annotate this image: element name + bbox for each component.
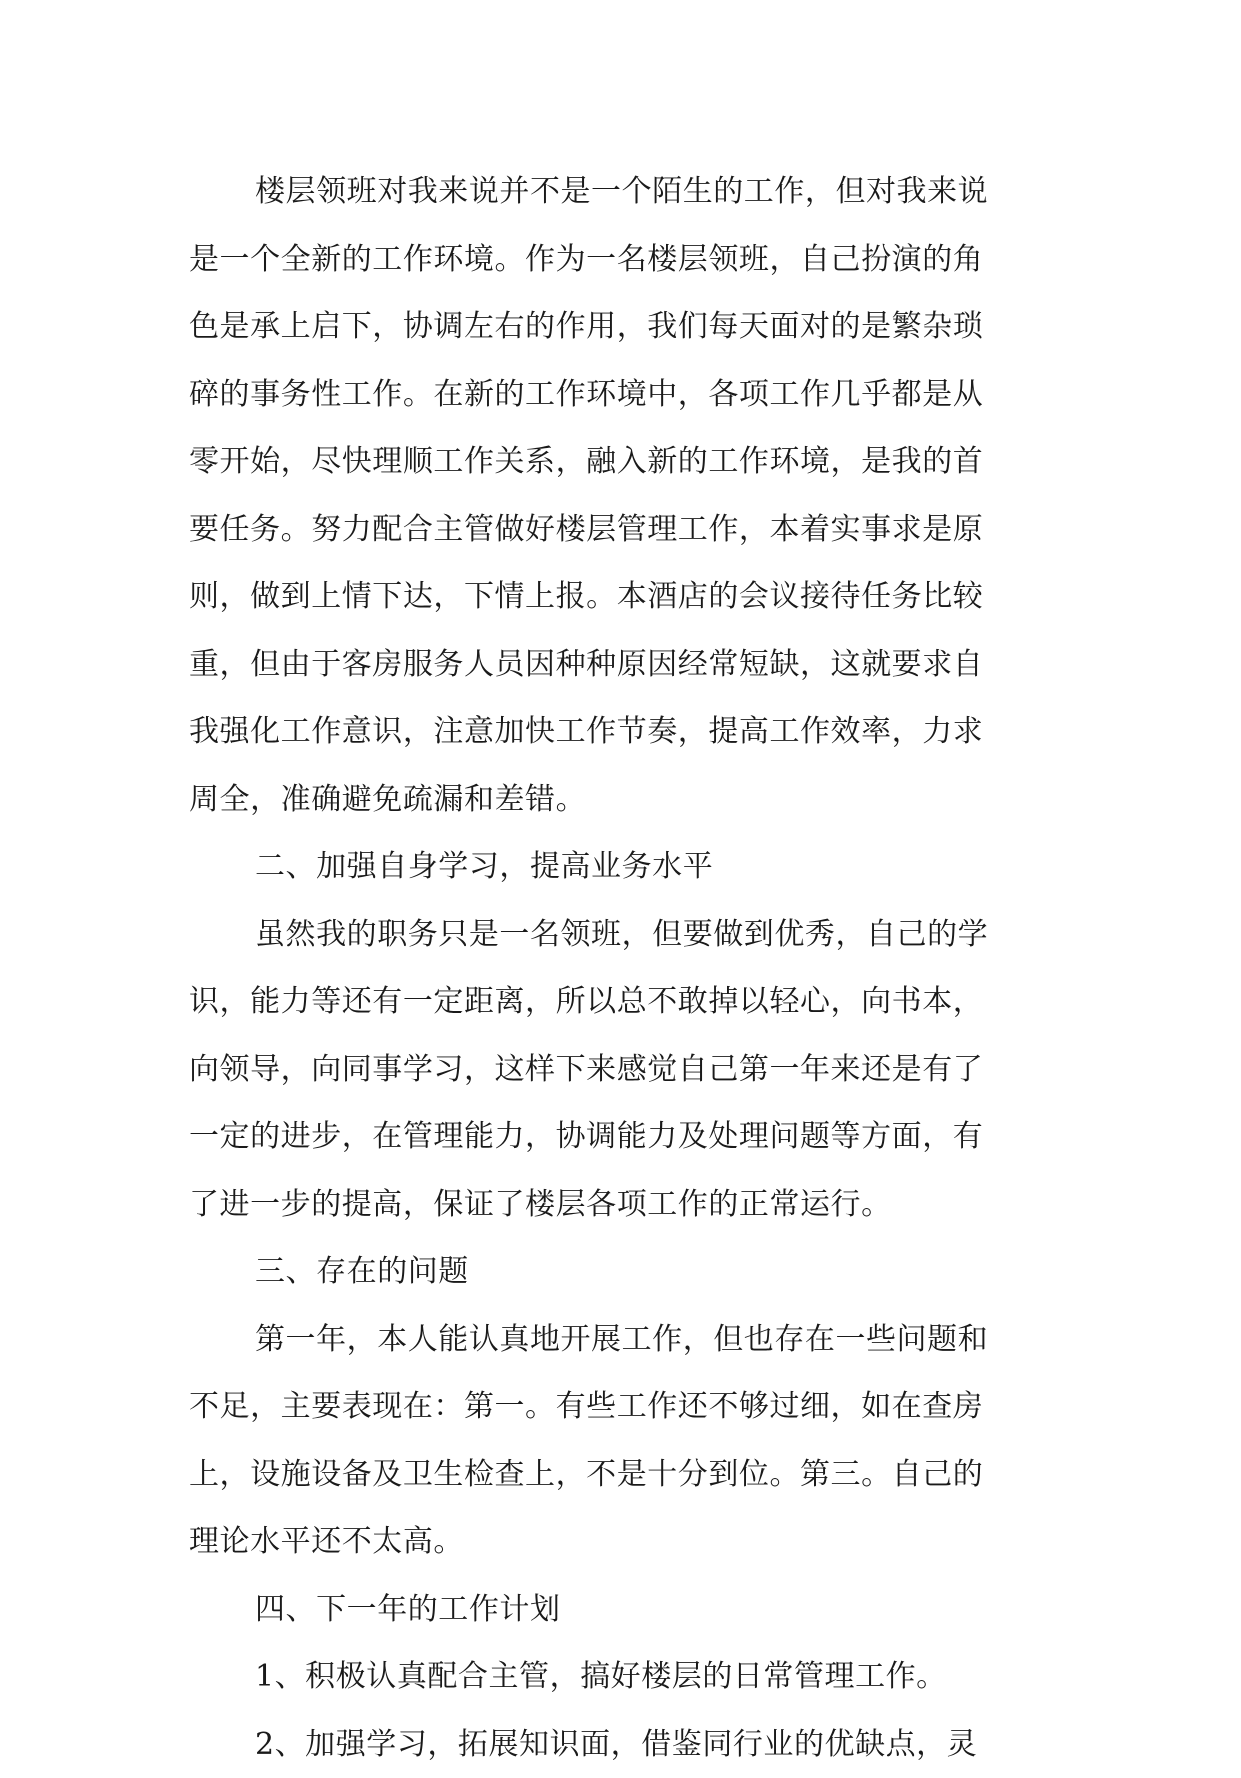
text-line: 二、加强自身学习，提高业务水平	[189, 833, 1054, 901]
text-line: 碎的事务性工作。在新的工作环境中，各项工作几乎都是从	[189, 361, 1054, 429]
text-line: 理论水平还不太高。	[189, 1508, 1054, 1576]
text-line: 色是承上启下，协调左右的作用，我们每天面对的是繁杂琐	[189, 293, 1054, 361]
text-line: 了进一步的提高，保证了楼层各项工作的正常运行。	[189, 1171, 1054, 1239]
text-line: 识，能力等还有一定距离，所以总不敢掉以轻心，向书本，	[189, 968, 1054, 1036]
text-line: 虽然我的职务只是一名领班，但要做到优秀，自己的学	[189, 901, 1054, 969]
text-line: 2、加强学习，拓展知识面，借鉴同行业的优缺点，灵	[189, 1711, 1054, 1778]
text-line: 四、下一年的工作计划	[189, 1576, 1054, 1644]
document-body	[189, 158, 1054, 1778]
text-line: 第一年，本人能认真地开展工作，但也存在一些问题和	[189, 1306, 1054, 1374]
text-line: 向领导，向同事学习，这样下来感觉自己第一年来还是有了	[189, 1036, 1054, 1104]
text-line: 不足，主要表现在：第一。有些工作还不够过细，如在查房	[189, 1373, 1054, 1441]
text-line: 要任务。努力配合主管做好楼层管理工作，本着实事求是原	[189, 496, 1054, 564]
text-line: 1、积极认真配合主管，搞好楼层的日常管理工作。	[189, 1643, 1054, 1711]
text-line: 则，做到上情下达，下情上报。本酒店的会议接待任务比较	[189, 563, 1054, 631]
text-line: 一定的进步，在管理能力，协调能力及处理问题等方面，有	[189, 1103, 1054, 1171]
text-line: 上，设施设备及卫生检查上，不是十分到位。第三。自己的	[189, 1441, 1054, 1509]
text-line: 周全，准确避免疏漏和差错。	[189, 766, 1054, 834]
text-line: 三、存在的问题	[189, 1238, 1054, 1306]
text-line: 零开始，尽快理顺工作关系，融入新的工作环境，是我的首	[189, 428, 1054, 496]
text-line: 楼层领班对我来说并不是一个陌生的工作，但对我来说	[189, 158, 1054, 226]
text-line: 是一个全新的工作环境。作为一名楼层领班，自己扮演的角	[189, 226, 1054, 294]
text-line: 我强化工作意识，注意加快工作节奏，提高工作效率，力求	[189, 698, 1054, 766]
text-line: 重，但由于客房服务人员因种种原因经常短缺，这就要求自	[189, 631, 1054, 699]
